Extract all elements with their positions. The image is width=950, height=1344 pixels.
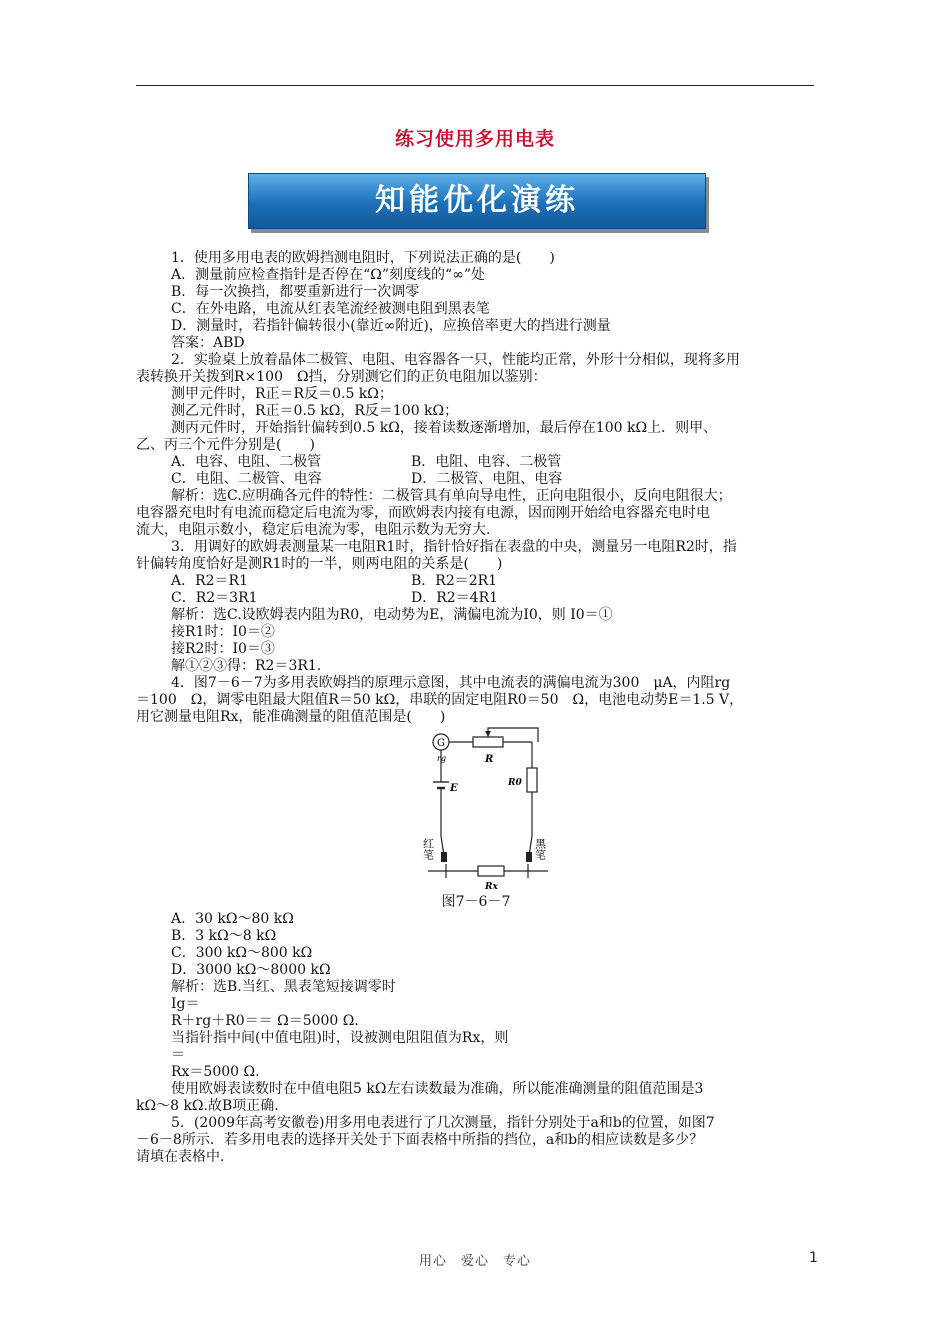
q1-option-b: B．每一次换挡，都要重新进行一次调零 xyxy=(171,284,420,300)
ohmmeter-circuit-diagram xyxy=(421,728,558,893)
page-footer: 用心 爱心 专心 xyxy=(418,1254,531,1269)
q2-explanation-2: 电容器充电时有电流而稳定后电流为零，而欧姆表内接有电源，因而刚开始给电容器充电时电 xyxy=(136,505,710,521)
q4-explanation-1: 解析：选B.当红、黑表笔短接调零时 xyxy=(171,979,396,995)
q4-stem-2: ＝100 Ω，调零电阻最大阻值R＝50 kΩ，串联的固定电阻R0＝50 Ω，电池电动势E＝1.5 V， xyxy=(136,692,744,708)
q2-explanation-3: 流大，电阻示数小，稳定后电流为零，电阻示数为无穷大. xyxy=(136,522,491,538)
rheostat-symbol xyxy=(473,737,503,747)
rx-label: Rx xyxy=(485,882,498,892)
figure-caption: 图7－6－7 xyxy=(441,894,511,910)
q4-explanation-4: 当指针指中间(中值电阻)时，设被测电阻阻值为Rx，则 xyxy=(171,1030,509,1046)
q3-explanation-4: 解①②③得：R2＝3R1. xyxy=(171,658,322,674)
q1-option-a: A．测量前应检查指针是否停在“Ω”刻度线的“∞”处 xyxy=(171,267,486,283)
q4-explanation-6: Rx＝5000 Ω. xyxy=(171,1064,260,1080)
q3-options-ab xyxy=(136,573,816,590)
q4-explanation-5: ＝ xyxy=(171,1047,185,1063)
q3-option-c: C．R2＝3R1 xyxy=(171,590,258,606)
red-probe-label: 红笔 xyxy=(421,838,435,860)
q4-option-a: A．30 kΩ～80 kΩ xyxy=(171,911,294,927)
q4-explanation-7: 使用欧姆表读数时在中值电阻5 kΩ左右读数最为准确，所以能准确测量的阻值范围是3 xyxy=(171,1081,704,1097)
q2-stem-1: 2．实验桌上放着晶体二极管、电阻、电容器各一只，性能均正常，外形十分相似，现将多用 xyxy=(171,352,740,368)
q2-options-cd xyxy=(136,471,816,488)
q2-measure-jia: 测甲元件时，R正＝R反＝0.5 kΩ； xyxy=(171,386,393,402)
q1-answer: 答案：ABD xyxy=(171,335,245,351)
q2-stem-2: 表转换开关拨到R×100 Ω挡，分别测它们的正负电阻加以鉴别： xyxy=(136,369,547,385)
q5-stem-1: 5．(2009年高考安徽卷)用多用电表进行了几次测量，指针分别处于a和b的位置，如图7 xyxy=(171,1115,715,1131)
black-probe-tip xyxy=(526,852,532,862)
q4-stem-1: 4．图7－6－7为多用表欧姆挡的原理示意图，其中电流表的满偏电流为300 μA，内阻rg xyxy=(171,675,731,691)
galvanometer-label: G xyxy=(437,738,445,749)
q4-option-b: B．3 kΩ～8 kΩ xyxy=(171,928,277,944)
e-label: E xyxy=(450,783,458,794)
q2-option-b: B．电阻、电容、二极管 xyxy=(411,454,562,470)
q3-explanation-2: 接R1时：I0＝② xyxy=(171,624,275,640)
q3-stem-1: 3．用调好的欧姆表测量某一电阻R1时，指针恰好指在表盘的中央，测量另一电阻R2时，指 xyxy=(171,539,737,555)
q3-explanation-3: 接R2时：I0＝③ xyxy=(171,641,275,657)
exercise-content xyxy=(136,250,816,1166)
rx-resistor-symbol xyxy=(478,866,504,876)
r-label: R xyxy=(485,754,494,765)
r0-resistor-symbol xyxy=(527,768,537,792)
q4-explanation-3: R＋rg＋R0＝＝ Ω＝5000 Ω. xyxy=(171,1013,359,1029)
page-title: 练习使用多用电表 xyxy=(394,128,555,150)
q2-measure-bing-2: 乙、丙三个元件分别是( ) xyxy=(136,437,315,453)
red-probe-tip xyxy=(441,852,447,862)
q3-option-d: D．R2＝4R1 xyxy=(411,590,499,606)
q2-explanation-1: 解析：选C.应明确各元件的特性：二极管具有单向导电性，正向电阻很小，反向电阻很大； xyxy=(171,488,732,504)
q4-option-d: D．3000 kΩ～8000 kΩ xyxy=(171,962,331,978)
q4-option-c: C．300 kΩ～800 kΩ xyxy=(171,945,313,961)
q1-option-d: D．测量时，若指针偏转很小(靠近∞附近)，应换倍率更大的挡进行测量 xyxy=(171,318,611,334)
q2-measure-bing-1: 测丙元件时，开始指针偏转到0.5 kΩ，接着读数逐渐增加，最后停在100 kΩ上．则甲、 xyxy=(171,420,718,436)
q1-option-c: C．在外电路，电流从红表笔流经被测电阻到黑表笔 xyxy=(171,301,490,317)
q5-stem-3: 请填在表格中. xyxy=(136,1149,225,1165)
q3-options-cd xyxy=(136,590,816,607)
q4-explanation-2: Ig＝ xyxy=(171,996,200,1012)
q4-stem-3: 用它测量电阻Rx，能准确测量的阻值范围是( ) xyxy=(136,709,446,725)
r0-label: R0 xyxy=(508,778,522,788)
q2-option-a: A．电容、电阻、二极管 xyxy=(171,454,322,470)
q3-explanation-1: 解析：选C.设欧姆表内阻为R0，电动势为E，满偏电流为I0，则 I0＝① xyxy=(171,607,613,623)
slider-arrow-icon xyxy=(485,731,491,737)
q3-stem-2: 针偏转角度恰好是测R1时的一半，则两电阻的关系是( ) xyxy=(136,556,503,572)
q2-measure-yi: 测乙元件时，R正＝0.5 kΩ，R反＝100 kΩ； xyxy=(171,403,459,419)
q3-option-a: A．R2＝R1 xyxy=(171,573,249,589)
section-banner xyxy=(248,173,706,229)
q4-explanation-8: kΩ～8 kΩ.故B项正确. xyxy=(136,1098,279,1114)
q2-option-c: C．电阻、二极管、电容 xyxy=(171,471,322,487)
q2-options-ab xyxy=(136,454,816,471)
rg-label: rg xyxy=(437,754,446,763)
q2-option-d: D．二极管、电阻、电容 xyxy=(411,471,563,487)
header-rule xyxy=(136,85,814,86)
q3-option-b: B．R2＝2R1 xyxy=(411,573,498,589)
q1-stem: 1．使用多用电表的欧姆挡测电阻时，下列说法正确的是( ) xyxy=(171,250,555,266)
page-number: 1 xyxy=(809,1250,818,1266)
circuit-figure xyxy=(136,726,816,894)
banner-text: 知能优化演练 xyxy=(375,183,579,218)
black-probe-label: 黑笔 xyxy=(533,838,547,860)
q5-stem-2: －6－8所示．若多用电表的选择开关处于下面表格中所指的挡位，a和b的相应读数是多少？ xyxy=(136,1132,704,1148)
